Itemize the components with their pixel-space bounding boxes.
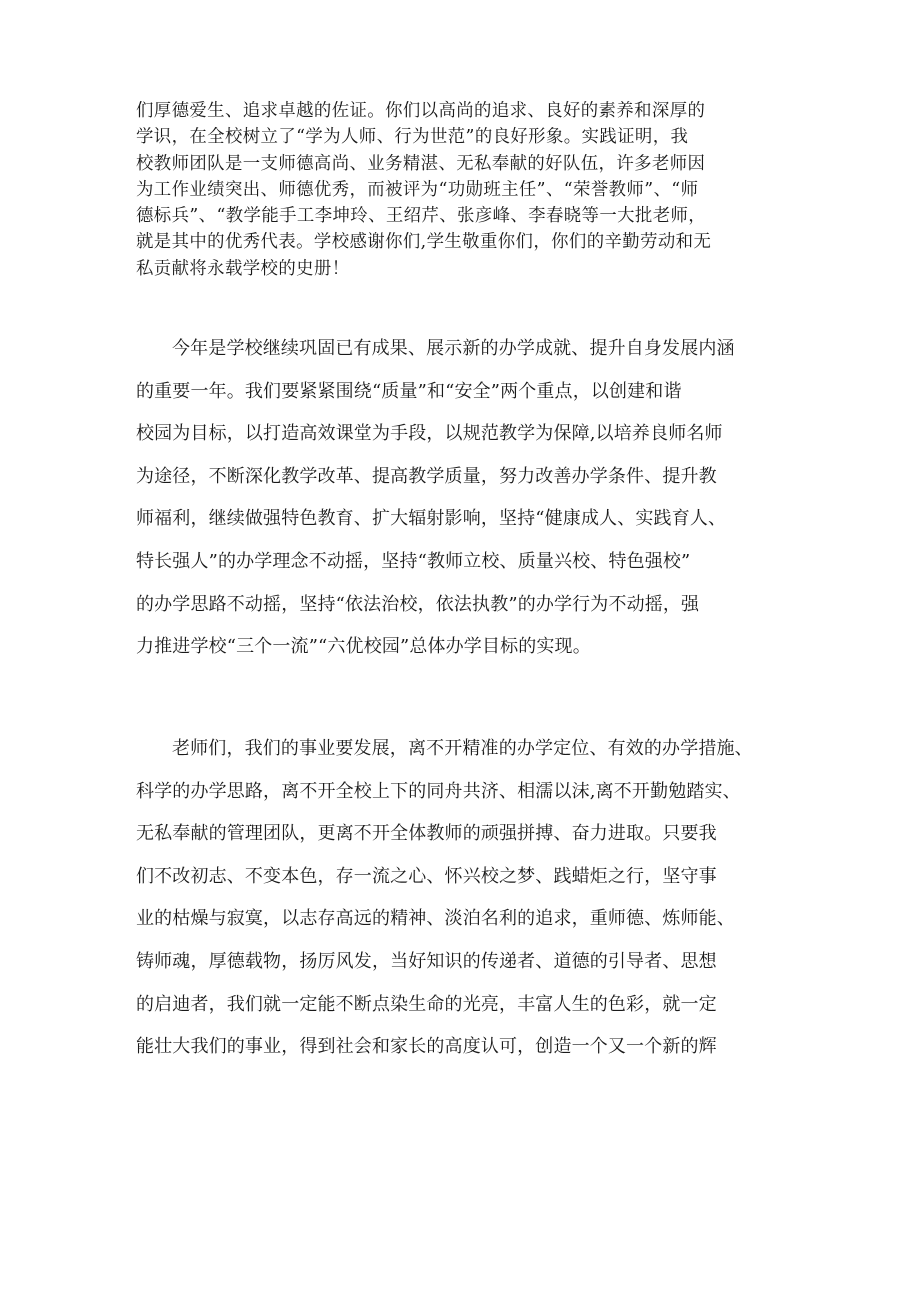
text-line: 师福利，继续做强特色教育、扩大辐射影响，坚持“健康成人、实践育人、 bbox=[136, 508, 727, 530]
text-line: 校教师团队是一支师德高尚、业务精湛、无私奉献的好队伍，许多老师因 bbox=[136, 153, 706, 174]
text-line: 今年是学校继续巩固已有成果、展示新的办学成就、提升自身发展内涵 bbox=[172, 338, 735, 359]
text-line: 力推进学校“三个一流”“六优校园”总体办学目标的实现。 bbox=[136, 636, 591, 658]
text-line: 为工作业绩突出、师德优秀，而被评为“功勋班主任”、“荣誉教师”、“师 bbox=[136, 179, 699, 200]
text-line: 们厚德爱生、追求卓越的佐证。你们以高尚的追求、良好的素养和深厚的 bbox=[136, 101, 706, 121]
text-line: 为途径，不断深化教学改革、提高教学质量，努力改善办学条件、提升教 bbox=[136, 465, 717, 487]
text-line: 老师们，我们的事业要发展，离不开精准的办学定位、有效的办学措施、 bbox=[172, 738, 753, 759]
text-line: 无私奉献的管理团队，更离不开全体教师的顽强拼搏、奋力进取。只要我 bbox=[136, 823, 717, 845]
text-line: 能壮大我们的事业，得到社会和家长的高度认可，创造一个又一个新的辉 bbox=[136, 1036, 717, 1058]
text-line: 德标兵”、“教学能手工李坤玲、王绍芹、张彦峰、李春晓等一大批老师， bbox=[136, 206, 707, 227]
text-line: 的办学思路不动摇，坚持“依法治校，依法执教”的办学行为不动摇，强 bbox=[136, 593, 700, 615]
text-line: 就是其中的优秀代表。学校感谢你们,学生敬重你们，你们的辛勤劳动和无 bbox=[136, 232, 712, 253]
text-line: 私贡献将永载学校的史册！ bbox=[136, 258, 350, 279]
text-line: 的启迪者，我们就一定能不断点染生命的光亮，丰富人生的色彩，就一定 bbox=[136, 993, 717, 1015]
text-line: 特长强人”的办学理念不动摇，坚持“教师立校、质量兴校、特色强校” bbox=[136, 550, 691, 572]
text-line: 业的枯燥与寂寞，以志存高远的精神、淡泊名利的追求，重师德、炼师能、 bbox=[136, 908, 735, 930]
text-line: 学识，在全校树立了“学为人师、行为世范”的良好形象。实践证明，我 bbox=[136, 127, 689, 148]
text-line: 科学的办学思路，离不开全校上下的同舟共济、相濡以沫,离不开勤勉踏实、 bbox=[136, 780, 741, 802]
text-line: 校园为目标，以打造高效课堂为手段，以规范教学为保障,以培养良师名师 bbox=[136, 423, 723, 445]
text-line: 们不改初志、不变本色，存一流之心、怀兴校之梦、践蜡炬之行，坚守事 bbox=[136, 865, 717, 887]
paragraph-teachers-address bbox=[136, 728, 800, 1069]
text-line: 的重要一年。我们要紧紧围绕“质量”和“安全”两个重点，以创建和谐 bbox=[136, 380, 682, 402]
paragraph-this-year bbox=[136, 328, 800, 669]
paragraph-teacher-praise bbox=[136, 98, 800, 282]
text-line: 铸师魂，厚德载物，扬厉风发，当好知识的传递者、道德的引导者、思想 bbox=[136, 950, 717, 972]
